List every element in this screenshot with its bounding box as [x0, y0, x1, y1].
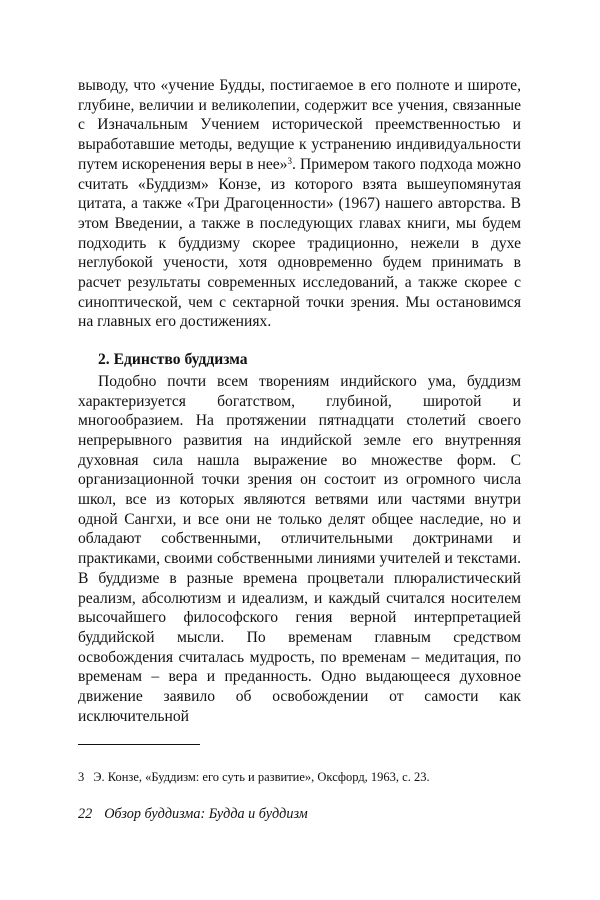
footnote — [78, 770, 521, 785]
section-paragraph: Подобно почти всем творениям индийского ума, буддизм характеризуется богатством, глубиной, широтой и многообразием. На протяжении пятнадцати столетий своего непрерывного развития на индийской земле его внутренняя духовная сила нашла выражение во множестве форм. С организационной точки зрения он состоит из огромного числа школ, все из которых являются ветвями или частями внутри одной Сангхи, и все они не только делят общее наследие, но и обладают собственными, отличительными доктринами и практиками, своими собственными линиями учителей и текстами. В буддизме в разные времена процветали плюралистический реализм, абсолютизм и идеализм, и каждый считался носителем высочайшего философского гения верной интерпретацией буддийской мысли. По временам главным средством освобождения считалась мудрость, по временам – медитация, по временам – вера и преданность. Одно выдающееся духовное движение заявило об освобождении от самости как исключительной — [78, 372, 521, 725]
footnote-reference[interactable]: 3 — [287, 155, 292, 166]
main-text — [78, 76, 521, 727]
running-footer — [78, 806, 308, 823]
running-title: Обзор буддизма: Будда и буддизм — [104, 806, 308, 822]
intro-text-part-1: выводу, что «учение Будды, постигаемое в его полноте и широте, глубине, величии и великолепии, содержит все учения, связанные с Изначальным Учением исторической преемственностью и выработавшие методы, ведущие к устранению индивидуальности путем искоренения веры в нее» — [78, 77, 521, 173]
page-number: 22 — [78, 806, 93, 822]
footnote-text: Э. Конзе, «Буддизм: его суть и развитие», Оксфорд, 1963, с. 23. — [93, 770, 430, 784]
section-heading: 2. Единство буддизма — [98, 351, 248, 369]
footnote-divider — [78, 744, 200, 745]
footnote-number: 3 — [78, 770, 85, 784]
intro-text-part-2: . Примером такого подхода можно считать «Буддизм» Конзе, из которого взята вышеупомянутая цитата, а также «Три Драгоценности» (1967) нашего авторства. В этом Введении, а также в последующих главах книги, мы будем подходить к буддизму скорее традиционно, нежели в духе неглубокой учености, хотя одновременно будем принимать в расчет результаты современных исследований, а также скорее с синоптической, чем с сектарной точки зрения. Мы остановимся на главных его достижениях. — [78, 155, 521, 331]
intro-paragraph — [78, 76, 521, 332]
